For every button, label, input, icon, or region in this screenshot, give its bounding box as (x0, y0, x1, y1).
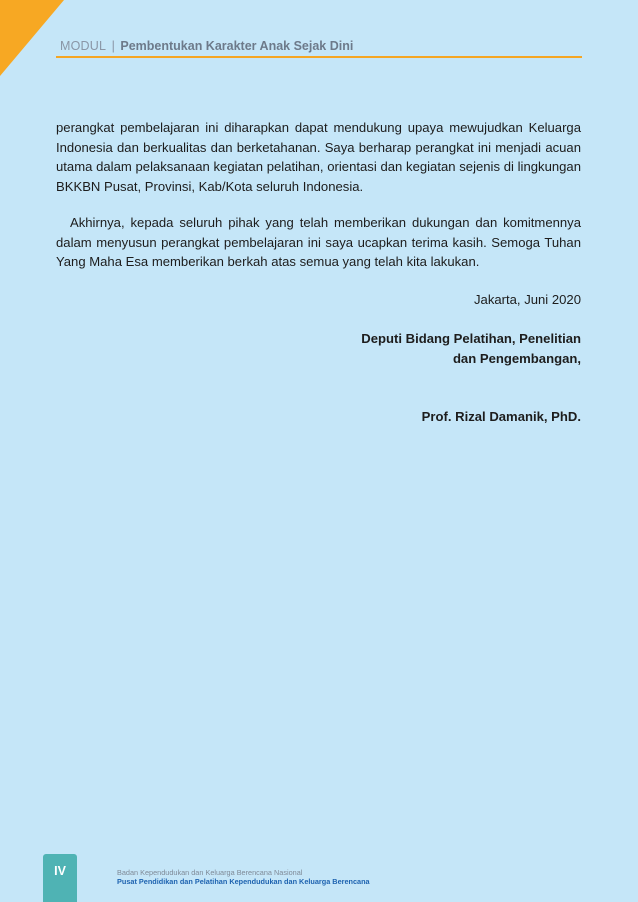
signature-place-date: Jakarta, Juni 2020 (473, 291, 581, 307)
header-separator: | (111, 39, 115, 53)
footer-org-line-1: Badan Kependudukan dan Keluarga Berencana Nasional (117, 868, 303, 877)
running-header (60, 38, 580, 54)
signature-title-line-2: dan Pengembangan, (452, 350, 581, 366)
footer-org-line-2: Pusat Pendidikan dan Pelatihan Kependudukan dan Keluarga Berencana (117, 877, 370, 886)
signature-name: Prof. Rizal Damanik, PhD. (421, 409, 581, 424)
header-modul-label: MODUL (60, 39, 107, 53)
footer-organization (117, 868, 477, 886)
header-divider (56, 56, 582, 58)
page-body (56, 118, 581, 427)
page-number: IV (54, 864, 66, 878)
body-paragraph-2: Akhirnya, kepada seluruh pihak yang telah memberikan dukungan dan komitmennya dalam menyusun perangkat pembelajaran ini saya ucapkan terima kasih. Semoga Tuhan Yang Maha Esa memberikan berkah atas semua yang telah kita lakukan. (56, 215, 581, 269)
signature-title (56, 329, 581, 368)
corner-accent-triangle (0, 0, 64, 76)
body-paragraph-1: perangkat pembelajaran ini diharapkan dapat mendukung upaya mewujudkan Keluarga Indonesia dan berkualitas dan berketahanan. Saya berharap perangkat ini menjadi acuan utama dalam pelaksanaan kegiatan pelatihan, orientasi dan kegiatan sejenis di lingkungan BKKBN Pusat, Provinsi, Kab/Kota seluruh Indonesia. (56, 120, 581, 194)
header-module-title: Pembentukan Karakter Anak Sejak Dini (120, 39, 354, 53)
signature-title-line-1: Deputi Bidang Pelatihan, Penelitian (361, 331, 581, 346)
